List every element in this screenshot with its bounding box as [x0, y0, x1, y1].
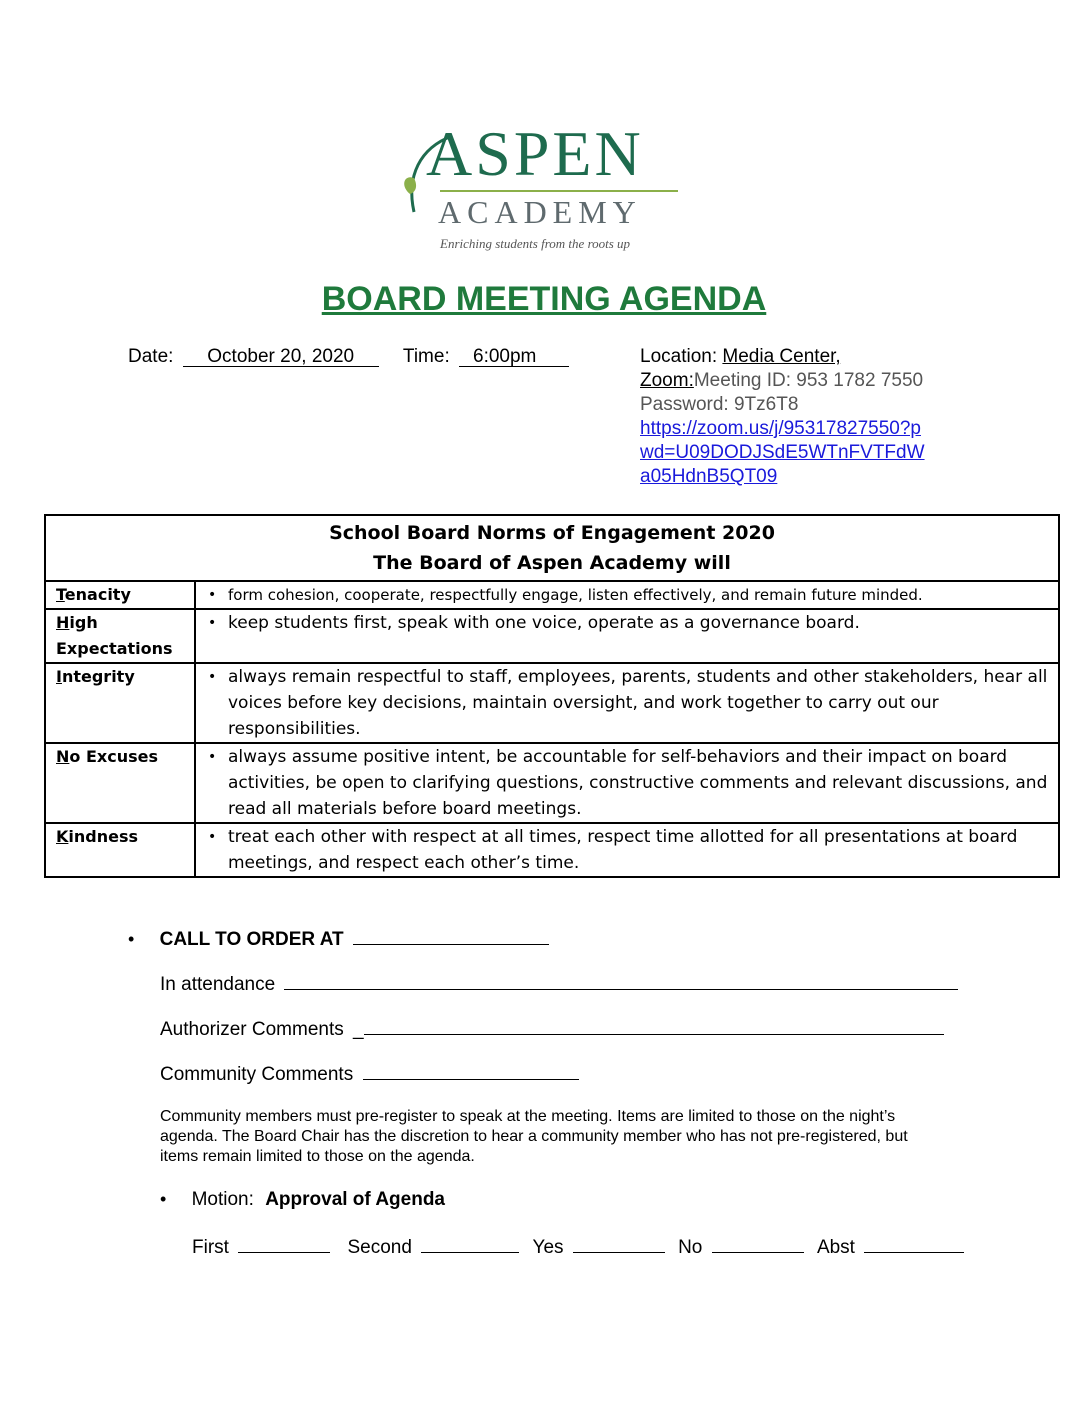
motion-line: [160, 1189, 445, 1211]
page-title: BOARD MEETING AGENDA: [321, 280, 767, 318]
norms-table-heading: [45, 515, 1059, 581]
norm-label: Integrity: [45, 663, 195, 743]
vote-yes-blank[interactable]: [573, 1234, 665, 1253]
location-block: [640, 345, 970, 489]
motion-label: Motion:: [191, 1189, 254, 1210]
logo-aspen-text: ASPEN: [426, 118, 644, 189]
norms-row-tenacity: [45, 581, 1059, 609]
vote-no-label: No: [678, 1237, 703, 1258]
logo-academy-text: ACADEMY: [438, 194, 642, 230]
norm-description: • treat each other with respect at all times, respect time allotted for all presentations at board meetings, and respect each other’s time.: [195, 823, 1059, 877]
norms-row-no-excuses: [45, 743, 1059, 823]
aspen-academy-logo: [400, 118, 690, 258]
bullet-icon: •: [208, 749, 217, 765]
community-comments-line: [160, 1061, 579, 1086]
location-label: Location:: [640, 346, 718, 367]
vote-line: [192, 1234, 964, 1259]
norm-description: • always remain respectful to staff, employees, parents, students and other stakeholders, hear all voices before key decisions, maintain oversight, and work together to carry out our responsibilities.: [195, 663, 1059, 743]
authorizer-comments-label: Authorizer Comments: [160, 1019, 344, 1040]
time-value: 6:00pm: [459, 348, 569, 367]
vote-second-blank[interactable]: [421, 1234, 519, 1253]
attendance-blank[interactable]: [284, 971, 958, 990]
norms-row-integrity: [45, 663, 1059, 743]
zoom-password: Password: 9Tz6T8: [640, 394, 799, 415]
logo-divider: [440, 190, 678, 192]
norm-description: • always assume positive intent, be accountable for self-behaviors and their impact on board activities, be open to clarifying questions, constructive comments and relevant discussions, and read all materials before board meetings.: [195, 743, 1059, 823]
norms-heading-line-2: The Board of Aspen Academy will: [373, 552, 731, 574]
date-value: October 20, 2020: [183, 348, 379, 367]
attendance-line: [160, 971, 958, 996]
norms-row-high-expectations: [45, 609, 1059, 663]
vote-no-blank[interactable]: [712, 1234, 804, 1253]
vote-abst-blank[interactable]: [864, 1234, 964, 1253]
bullet-icon: •: [128, 929, 135, 949]
location-value: Media Center,: [722, 346, 841, 367]
zoom-label: Zoom:: [640, 370, 694, 391]
vote-yes-label: Yes: [532, 1237, 564, 1258]
norms-row-kindness: [45, 823, 1059, 877]
vote-second-label: Second: [347, 1237, 412, 1258]
call-to-order-blank[interactable]: [353, 926, 549, 945]
community-comments-label: Community Comments: [160, 1064, 354, 1085]
date-label: Date:: [128, 346, 174, 367]
bullet-icon: •: [208, 829, 217, 845]
zoom-link-line-2[interactable]: wd=U09DODJSdE5WTnFVTFdW: [640, 442, 925, 463]
bullet-icon: •: [160, 1189, 167, 1209]
vote-first-blank[interactable]: [238, 1234, 330, 1253]
norm-label: Tenacity: [45, 581, 195, 609]
norms-table: [44, 514, 1060, 878]
vote-first-label: First: [192, 1237, 229, 1258]
call-to-order-line: [128, 926, 549, 951]
authorizer-comments-line: [160, 1016, 944, 1041]
attendance-label: In attendance: [160, 974, 276, 995]
norm-label: Kindness: [45, 823, 195, 877]
zoom-link-line-1[interactable]: https://zoom.us/j/95317827550?p: [640, 418, 921, 439]
zoom-meeting-id: Meeting ID: 953 1782 7550: [693, 370, 924, 391]
authorizer-comments-blank[interactable]: [364, 1016, 944, 1035]
call-to-order-label: CALL TO ORDER AT: [159, 929, 344, 950]
zoom-link-line-3[interactable]: a05HdnB5QT09: [640, 466, 778, 487]
motion-value: Approval of Agenda: [265, 1189, 445, 1210]
community-note: Community members must pre-register to speak at the meeting. Items are limited to those on the night’s agenda. The Board Chair has the discretion to hear a community member who has not pre-registered, but items remain limited to those on the agenda.: [160, 1108, 908, 1165]
bullet-icon: •: [208, 669, 217, 685]
time-label: Time:: [402, 346, 450, 367]
norm-description: • keep students first, speak with one voice, operate as a governance board.: [195, 609, 1059, 663]
vote-abst-label: Abst: [816, 1237, 855, 1258]
norm-label: No Excuses: [45, 743, 195, 823]
norm-label: High Expectations: [45, 609, 195, 663]
date-time-line: [128, 345, 569, 369]
bullet-icon: •: [208, 615, 217, 631]
community-comments-blank[interactable]: [363, 1061, 579, 1080]
bullet-icon: •: [208, 587, 217, 603]
logo-tagline: Enriching students from the roots up: [440, 236, 631, 251]
norm-description: • form cohesion, cooperate, respectfully engage, listen effectively, and remain future minded.: [195, 581, 1059, 609]
norms-heading-line-1: School Board Norms of Engagement 2020: [329, 522, 775, 544]
authorizer-comments-prefix: _: [353, 1019, 364, 1040]
